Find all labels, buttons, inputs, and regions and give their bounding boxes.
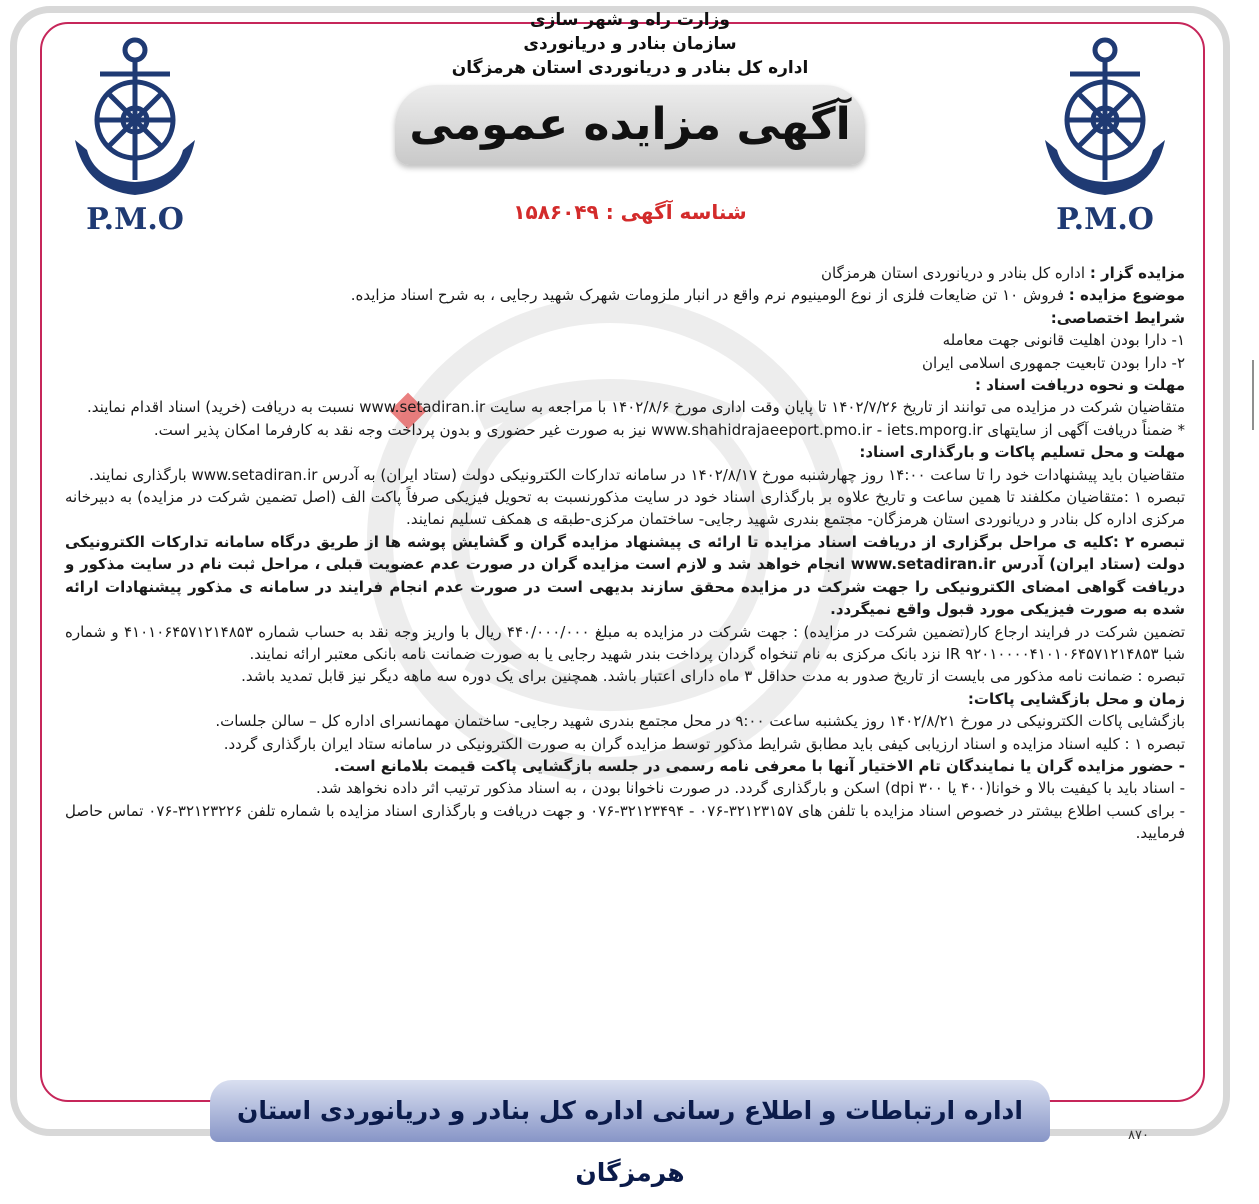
- page-number: ۸۷۰: [1128, 1128, 1149, 1143]
- ministry-line-2: سازمان بنادر و دریانوردی: [523, 34, 737, 54]
- subject-row: [65, 284, 1185, 306]
- ad-id: شناسه آگهی : ۱۵۸۶۰۴۹: [513, 200, 747, 224]
- guarantee-text: تضمین شرکت در فرایند ارجاع کار(تضمین شرکت در مزایده) : جهت شرکت در مزایده به مبلغ ۴۴۰/۰۰۰/۰۰۰ ریال با واریز وجه نقد به حساب شماره ۴۱۰۱۰۶۴۵۷۱۲۱۴۸۵۳ و شماره شبا IR ۹۲۰۱۰۰۰۰۴۱۰۱۰۶۴۵۷۱۲۱۴۸۵۳ نزد بانک مرکزی به نام تنخواه گردان پرداخت بندر شهید رجایی یا به صورت ضمانت نامه بانکی معتبر ارائه نمایند.: [65, 622, 1185, 663]
- condition-2: ۲- دارا بودن تابعیت جمهوری اسلامی ایران: [922, 353, 1185, 372]
- conditions-title: شرایط اختصاصی:: [1050, 308, 1185, 327]
- condition-1: ۱- دارا بودن اهلیت قانونی جهت معامله: [942, 331, 1185, 350]
- subject-value: فروش ۱۰ تن ضایعات فلزی از نوع الومینیوم نرم واقع در انبار ملزومات شهرک شهید رجایی ، به شرح اسناد مزایده.: [350, 286, 1065, 305]
- opening-note-2: - حضور مزایده گران یا نمایندگان تام الاختیار آنها با معرفی نامه رسمی در جلسه بازگشایی پاکت قیمت بلامانع است.: [334, 756, 1185, 775]
- announcement-body: [65, 262, 1185, 845]
- auctioneer-row: [65, 262, 1185, 284]
- pmo-logo-right: [1030, 30, 1180, 240]
- anchor-icon: [1035, 30, 1175, 200]
- footer-banner: [210, 1080, 1050, 1187]
- opening-note-3: - اسناد باید با کیفیت بالا و خوانا(۴۰۰ یا ۳۰۰ dpi) اسکن و بارگذاری گردد. در صورت ناخوانا بودن ، به اسناد مذکور ترتیب اثر داده نخواهد شد.: [316, 779, 1185, 798]
- docs-text: متقاضیان شرکت در مزایده می توانند از تاریخ ۱۴۰۲/۷/۲۶ تا پایان وقت اداری مورخ ۱۴۰۲/۸/۶ با مراجعه به سایت www.setadiran.ir نسبت به دریافت (خرید) اسناد اقدام نمایند.: [87, 398, 1185, 417]
- pmo-logo-left: [60, 30, 210, 240]
- delivery-title: مهلت و محل تسلیم پاکات و بارگذاری اسناد:: [859, 443, 1185, 462]
- ministry-line-3: اداره کل بنادر و دریانوردی استان هرمزگان: [451, 58, 809, 78]
- pmo-logo-text: P.M.O: [1056, 202, 1154, 237]
- title-plate: [395, 85, 865, 165]
- anchor-icon: [65, 30, 205, 200]
- note-2: تبصره ۲ :کلیه ی مراحل برگزاری از دریافت اسناد مزایده تا ارائه ی پیشنهاد مزایده گران و گشایش پوشه ها از طریق درگاه سامانه تدارکات الکترونیکی دولت (ستاد ایران) آدرس www.setadiran.ir انجام خواهد شد و لازم است مزایده گران در صورت عدم عضویت قبلی ، مراحل ثبت نام در سایت مذکور و دریافت گواهی امضای الکترونیکی را جهت شرکت در مزایده محقق سازند بدیهی است در صورت عدم انجام فرایند در سامانه ی مذکور پیشنهادات ارائه شده به صورت فیزیکی مورد قبول واقع نمیگردد.: [65, 532, 1185, 619]
- subject-label: موضوع مزایده :: [1068, 286, 1185, 305]
- scroll-indicator[interactable]: [1252, 360, 1254, 430]
- pmo-logo-text: P.M.O: [86, 202, 184, 237]
- opening-title: زمان و محل بازگشایی پاکات:: [967, 689, 1185, 708]
- footer-text: اداره ارتباطات و اطلاع رسانی اداره کل بنادر و دریانوردی استان هرمزگان: [237, 1096, 1023, 1187]
- delivery-text: متقاضیان باید پیشنهادات خود را تا ساعت ۱۴:۰۰ روز چهارشنبه مورخ ۱۴۰۲/۸/۱۷ در سامانه تدارکات الکترونیکی دولت (ستاد ایران) به آدرس www.setadiran.ir بارگذاری نمایند.: [88, 465, 1185, 484]
- auctioneer-label: مزایده گزار :: [1089, 264, 1185, 282]
- contact-text: - برای کسب اطلاع بیشتر در خصوص اسناد مزایده با تلفن های ۳۲۱۲۳۱۵۷-۰۷۶ - ۳۲۱۲۳۴۹۴-۰۷۶ و جهت دریافت و بارگذاری اسناد مزایده با شماره تلفن ۳۲۱۲۳۲۲۶-۰۷۶ تماس حاصل فرمایید.: [65, 801, 1186, 843]
- auctioneer-value: اداره کل بنادر و دریانوردی استان هرمزگان: [821, 264, 1086, 282]
- ministry-line-1: وزارت راه و شهر سازی: [530, 10, 730, 30]
- page-title: آگهی مزایده عمومی: [409, 99, 851, 150]
- opening-note-1: تبصره ۱ : کلیه اسناد مزایده و اسناد ارزیابی کیفی باید مطابق شرایط مذکور توسط مزایده گران به صورت الکترونیکی در سامانه ستاد ایران بارگذاری گردد.: [223, 734, 1185, 753]
- docs-title: مهلت و نحوه دریافت اسناد :: [975, 376, 1185, 395]
- opening-text: بازگشایی پاکات الکترونیکی در مورخ ۱۴۰۲/۸/۲۱ روز یکشنبه ساعت ۹:۰۰ در محل مجتمع بندری شهید رجایی- ساختمان مهمانسرای اداره کل – سالن جلسات.: [215, 712, 1185, 731]
- docs-note: * ضمناً دریافت آگهی از سایتهای www.shahidrajaeeport.pmo.ir - iets.mporg.ir نیز به صورت غیر حضوری و بدون پرداخت وجه نقد به کارفرما امکان پذیر است.: [153, 420, 1185, 439]
- note-1: تبصره ۱ :متقاضیان مکلفند تا همین ساعت و تاریخ علاوه بر بارگذاری اسناد خود در سایت مذکورنسبت به تحویل فیزیکی صرفاً پاکت الف (اصل تضمین شرکت در مزایده) به دبیرخانه مرکزی اداره کل بنادر و دریانوردی استان هرمزگان- مجتمع بندری شهید رجایی- ساختمان مرکزی-طبقه ی همکف تسلیم نمایند.: [65, 488, 1186, 529]
- guarantee-note: تبصره : ضمانت نامه مذکور می بایست از تاریخ صدور به مدت حداقل ۳ ماه دارای اعتبار باشد. همچنین برای یک دوره سه ماهه دیگر نیز قابل تمدید باشد.: [241, 667, 1185, 686]
